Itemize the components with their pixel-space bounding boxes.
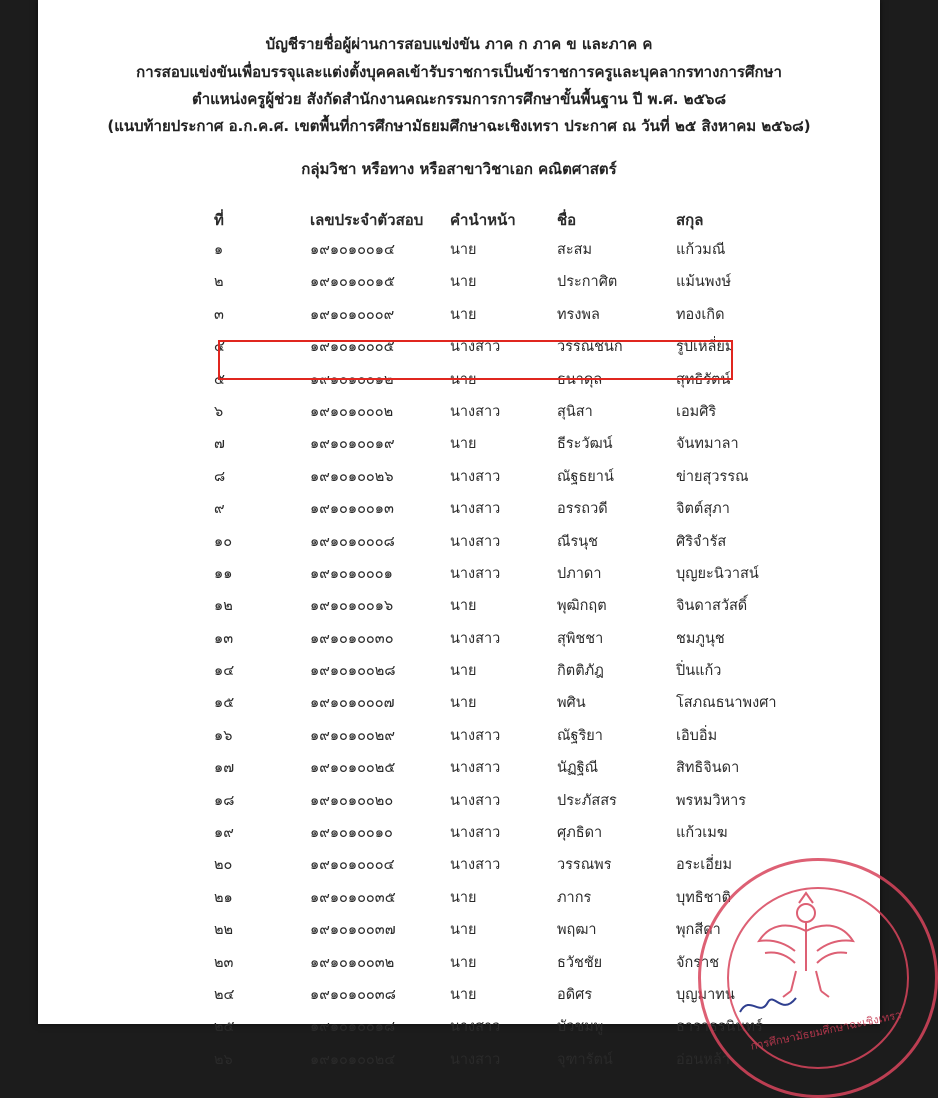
last-name-cell: จิตต์สุภา (676, 501, 730, 518)
table-row (38, 720, 880, 752)
last-name-cell: เอมศิริ (676, 403, 717, 420)
row-number: ๒ (214, 274, 224, 291)
row-number: ๑๓ (214, 630, 234, 647)
row-number: ๒๓ (214, 954, 234, 971)
table-row (38, 590, 880, 622)
prefix-cell: นางสาว (450, 1019, 501, 1036)
last-name-cell: แม้นพงษ์ (676, 274, 732, 291)
column-header-first-name: ชื่อ (557, 211, 577, 229)
exam-id-cell: ๑๙๑๐๑๐๐๐๒ (310, 403, 394, 420)
column-header-last-name: สกุล (676, 211, 704, 229)
exam-id-cell: ๑๙๑๐๑๐๐๑๖ (310, 598, 394, 615)
row-number: ๑๐ (214, 533, 233, 550)
table-row (38, 461, 880, 493)
last-name-cell: สุทธิรัตน์ (676, 371, 731, 388)
prefix-cell: นาย (450, 922, 477, 939)
table-row (38, 396, 880, 428)
last-name-cell: แก้วมณี (676, 242, 726, 258)
exam-id-cell: ๑๙๑๐๑๐๐๒๖ (310, 468, 394, 485)
row-number: ๙ (214, 501, 225, 518)
prefix-cell: นางสาว (450, 533, 501, 550)
last-name-cell: รูปเหลี่ยม (676, 339, 735, 356)
row-number: ๖ (214, 403, 224, 420)
table-row (38, 817, 880, 849)
row-number: ๑๑ (214, 565, 233, 582)
first-name-cell: ธีระวัฒน์ (557, 436, 613, 453)
first-name-cell: ณัฐธยาน์ (557, 468, 614, 485)
exam-id-cell: ๑๙๑๐๑๐๐๑๐ (310, 825, 393, 842)
exam-id-cell: ๑๙๑๐๑๐๐๐๙ (310, 306, 395, 323)
exam-id-cell: ๑๙๑๐๑๐๐๑๕ (310, 274, 395, 291)
first-name-cell: ธวัชชัย (557, 954, 603, 971)
first-name-cell: ประภัสสร (557, 792, 617, 809)
exam-id-cell: ๑๙๑๐๑๐๐๓๐ (310, 630, 394, 647)
exam-id-cell: ๑๙๑๐๑๐๐๐๔ (310, 857, 395, 874)
exam-id-cell: ๑๙๑๐๑๐๐๐๕ (310, 339, 395, 356)
prefix-cell: นางสาว (450, 468, 501, 485)
last-name-cell: จันทมาลา (676, 436, 739, 453)
first-name-cell: ภากร (557, 889, 592, 906)
row-number: ๑ (214, 242, 224, 258)
row-number: ๔ (214, 339, 225, 356)
document-subtitle-exam: การสอบแข่งขันเพื่อบรรจุและแต่งตั้งบุคคลเข้ารับราชการเป็นข้าราชการครูและบุคลากรทางการศึกษา (136, 63, 782, 81)
exam-id-cell: ๑๙๑๐๑๐๐๐๑ (310, 565, 393, 582)
first-name-cell: สะสม (557, 242, 593, 258)
prefix-cell: นาย (450, 598, 477, 615)
prefix-cell: นาย (450, 954, 477, 971)
prefix-cell: นางสาว (450, 727, 501, 744)
prefix-cell: นาย (450, 436, 477, 453)
last-name-cell: อระเอี่ยม (676, 857, 733, 874)
table-row (38, 558, 880, 590)
prefix-cell: นางสาว (450, 565, 501, 582)
document-subtitle-announcement: (แนบท้ายประกาศ อ.ก.ค.ศ. เขตพื้นที่การศึกษามัธยมศึกษาฉะเชิงเทรา ประกาศ ณ วันที่ ๒๕ สิงหาคม ๒๕๖๘) (107, 117, 811, 135)
prefix-cell: นางสาว (450, 857, 501, 874)
row-number: ๕ (214, 371, 225, 388)
exam-id-cell: ๑๙๑๐๑๐๐๑๔ (310, 242, 395, 258)
last-name-cell: บุญยะนิวาสน์ (676, 565, 759, 582)
prefix-cell: นาย (450, 663, 477, 680)
table-row (38, 493, 880, 525)
row-number: ๒๐ (214, 857, 233, 874)
exam-id-cell: ๑๙๑๐๑๐๐๐๘ (310, 533, 395, 550)
last-name-cell: พุกสีดา (676, 922, 721, 939)
prefix-cell: นางสาว (450, 792, 501, 809)
last-name-cell: แก้วเมฆ (676, 825, 728, 842)
last-name-cell: ข่ายสุวรรณ (676, 468, 749, 485)
first-name-cell: ประกาศิต (557, 274, 618, 291)
last-name-cell: จักราช (676, 954, 720, 971)
exam-id-cell: ๑๙๑๐๑๐๐๑๘ (310, 1019, 396, 1036)
table-row (38, 266, 880, 298)
prefix-cell: นาย (450, 274, 477, 291)
last-name-cell: ชมภูนุช (676, 630, 725, 647)
row-number: ๒๖ (214, 1051, 233, 1068)
first-name-cell: วรรณชนก (557, 339, 623, 356)
last-name-cell: ปิ่นแก้ว (676, 663, 722, 680)
column-header-number: ที่ (214, 211, 224, 229)
first-name-cell: อรรถวดี (557, 501, 608, 518)
last-name-cell: บุทธิชาติ (676, 889, 732, 906)
prefix-cell: นาย (450, 371, 477, 388)
highlighted-row-box (218, 340, 733, 380)
last-name-cell: ทองเกิด (676, 306, 725, 323)
table-row (38, 428, 880, 460)
row-number: ๘ (214, 468, 226, 485)
last-name-cell: ศิริจำรัส (676, 533, 727, 550)
last-name-cell: บุญมาทน (676, 986, 735, 1003)
row-number: ๒๑ (214, 889, 233, 906)
last-name-cell: เอิบอิ่ม (676, 727, 718, 744)
row-number: ๑๘ (214, 792, 235, 809)
first-name-cell: จุฑารัตน์ (557, 1051, 613, 1068)
last-name-cell: อ่อนหล้า (676, 1051, 730, 1068)
first-name-cell: พฤฒา (557, 922, 597, 939)
prefix-cell: นางสาว (450, 760, 501, 777)
table-row (38, 623, 880, 655)
subject-group-heading: กลุ่มวิชา หรือทาง หรือสาขาวิชาเอก คณิตศาสตร์ (301, 160, 617, 178)
table-row (38, 234, 880, 266)
exam-id-cell: ๑๙๑๐๑๐๐๓๘ (310, 986, 396, 1003)
exam-id-cell: ๑๙๑๐๑๐๐๒๐ (310, 792, 394, 809)
exam-id-cell: ๑๙๑๐๑๐๐๓๕ (310, 889, 396, 906)
table-row (38, 526, 880, 558)
first-name-cell: นัฏฐิณี (557, 760, 599, 777)
signature-mark (738, 990, 798, 1020)
seal-text: การศึกษามัธยมศึกษาฉะเชิงเทรา (749, 1008, 903, 1053)
first-name-cell: วรรณพร (557, 857, 612, 874)
last-name-cell: พรหมวิหาร (676, 792, 747, 809)
prefix-cell: นางสาว (450, 339, 501, 356)
first-name-cell: ทรงพล (557, 306, 600, 323)
row-number: ๑๔ (214, 663, 235, 680)
exam-id-cell: ๑๙๑๐๑๐๐๑๒ (310, 371, 394, 388)
prefix-cell: นาย (450, 695, 477, 712)
official-seal (698, 858, 938, 1098)
document-title: บัญชีรายชื่อผู้ผ่านการสอบแข่งขัน ภาค ก ภาค ข และภาค ค (265, 35, 653, 53)
prefix-cell: นางสาว (450, 825, 501, 842)
row-number: ๑๒ (214, 598, 233, 615)
exam-id-cell: ๑๙๑๐๑๐๐๒๙ (310, 727, 395, 744)
row-number: ๒๕ (214, 1019, 235, 1036)
row-number: ๑๖ (214, 727, 233, 744)
exam-id-cell: ๑๙๑๐๑๐๐๒๔ (310, 1051, 396, 1068)
exam-id-cell: ๑๙๑๐๑๐๐๒๕ (310, 760, 396, 777)
first-name-cell: พศิน (557, 695, 586, 712)
first-name-cell: ปภาดา (557, 565, 602, 582)
first-name-cell: ณัฐริยา (557, 727, 603, 744)
exam-id-cell: ๑๙๑๐๑๐๐๑๓ (310, 501, 394, 518)
last-name-cell: โสภณธนาพงศา (676, 695, 777, 712)
column-header-prefix: คำนำหน้า (450, 211, 516, 229)
prefix-cell: นาย (450, 986, 477, 1003)
row-number: ๒๔ (214, 986, 235, 1003)
exam-id-cell: ๑๙๑๐๑๐๐๑๙ (310, 436, 395, 453)
document-page (38, 0, 903, 1068)
prefix-cell: นางสาว (450, 1051, 501, 1068)
table-row (38, 785, 880, 817)
prefix-cell: นาย (450, 889, 477, 906)
prefix-cell: นาย (450, 242, 477, 258)
prefix-cell: นาย (450, 306, 477, 323)
table-row (38, 752, 880, 784)
row-number: ๑๕ (214, 695, 235, 712)
first-name-cell: กิตติภัฎ (557, 663, 604, 680)
row-number: ๑๙ (214, 825, 234, 842)
last-name-cell: ธาราธรนินทร์ (676, 1019, 763, 1036)
first-name-cell: สุพิชชา (557, 630, 604, 647)
row-number: ๑๗ (214, 760, 235, 777)
last-name-cell: สิทธิจินดา (676, 760, 740, 777)
row-number: ๗ (214, 436, 225, 453)
first-name-cell: บัวชมพู (557, 1019, 604, 1036)
first-name-cell: ณีรนุช (557, 533, 598, 550)
row-number: ๒๒ (214, 922, 234, 939)
row-number: ๓ (214, 306, 224, 323)
document-subtitle-position: ตำแหน่งครูผู้ช่วย สังกัดสำนักงานคณะกรรมการการศึกษาขั้นพื้นฐาน ปี พ.ศ. ๒๕๖๘ (191, 90, 727, 108)
table-row (38, 655, 880, 687)
column-header-exam-id: เลขประจำตัวสอบ (310, 211, 424, 229)
table-row (38, 687, 880, 719)
prefix-cell: นางสาว (450, 403, 501, 420)
first-name-cell: อดิศร (557, 986, 593, 1003)
exam-id-cell: ๑๙๑๐๑๐๐๐๗ (310, 695, 395, 712)
first-name-cell: ศุภธิดา (557, 825, 603, 842)
first-name-cell: ธนาดุล (557, 371, 603, 388)
exam-id-cell: ๑๙๑๐๑๐๐๓๗ (310, 922, 396, 939)
exam-id-cell: ๑๙๑๐๑๐๐๒๘ (310, 663, 396, 680)
prefix-cell: นางสาว (450, 501, 501, 518)
table-row (38, 299, 880, 331)
first-name-cell: สุนิสา (557, 403, 593, 420)
first-name-cell: พุฒิกฤต (557, 598, 607, 615)
exam-id-cell: ๑๙๑๐๑๐๐๓๒ (310, 954, 395, 971)
last-name-cell: จินดาสวัสดิ์ (676, 598, 748, 615)
prefix-cell: นางสาว (450, 630, 501, 647)
